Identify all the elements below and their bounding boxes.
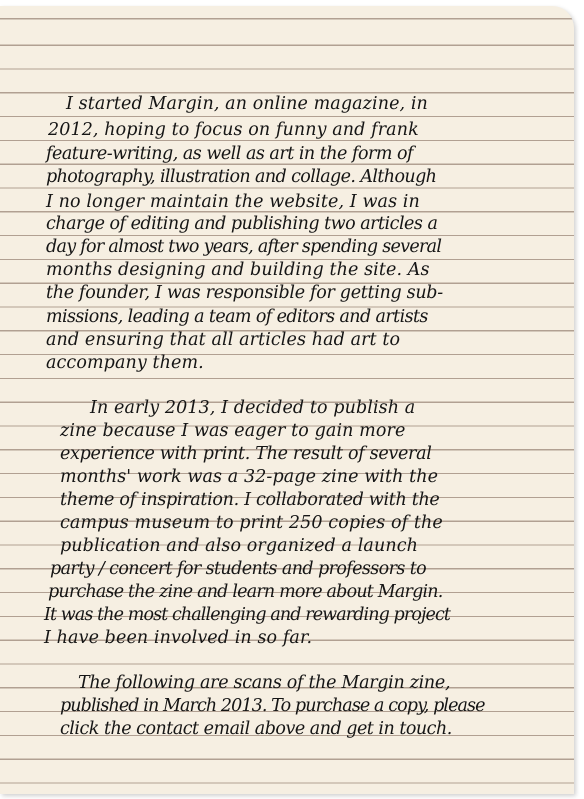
paragraph1-line: I started Margin, an online magazine, in — [66, 94, 428, 114]
paragraph2-line: It was the most challenging and rewarding project — [44, 605, 450, 625]
paragraph3-line: published in March 2013. To purchase a copy, please — [60, 696, 485, 716]
paragraph2-line: zine because I was eager to gain more — [60, 421, 406, 441]
paragraph3-line: click the contact email above and get in touch. — [60, 719, 452, 739]
paragraph3-line: The following are scans of the Margin zine, — [78, 673, 451, 693]
paragraph2-line: campus museum to print 250 copies of the — [60, 513, 443, 533]
paragraph1-line: 2012, hoping to focus on funny and frank — [48, 120, 419, 140]
paragraph2-line: months' work was a 32-page zine with the — [60, 467, 439, 487]
paragraph1-line: day for almost two years, after spending several — [46, 237, 442, 257]
paragraph1-line: the founder, I was responsible for getting sub- — [46, 283, 443, 303]
paragraph1-line: feature-writing, as well as art in the form of — [46, 144, 414, 164]
paragraph2-line: publication and also organized a launch — [60, 536, 418, 556]
paragraph2-line: I have been involved in so far. — [44, 628, 313, 648]
paragraph2-line: party / concert for students and professors to — [50, 559, 427, 579]
paragraph1-line: charge of editing and publishing two articles a — [46, 214, 438, 234]
paragraph1-line: and ensuring that all articles had art to — [46, 330, 401, 350]
paragraph2-line: theme of inspiration. I collaborated with the — [60, 490, 440, 510]
paragraph1-line: photography, illustration and collage. Although — [46, 167, 437, 187]
paragraph1-line: I no longer maintain the website, I was in — [46, 192, 420, 212]
paragraph1-line: months designing and building the site. As — [46, 260, 430, 280]
paragraph1-line: accompany them. — [46, 353, 204, 373]
paragraph2-line: purchase the zine and learn more about Margin. — [48, 582, 443, 602]
paragraph2-line: In early 2013, I decided to publish a — [90, 398, 416, 418]
paragraph2-line: experience with print. The result of several — [60, 444, 432, 464]
paragraph1-line: missions, leading a team of editors and artists — [46, 307, 428, 327]
